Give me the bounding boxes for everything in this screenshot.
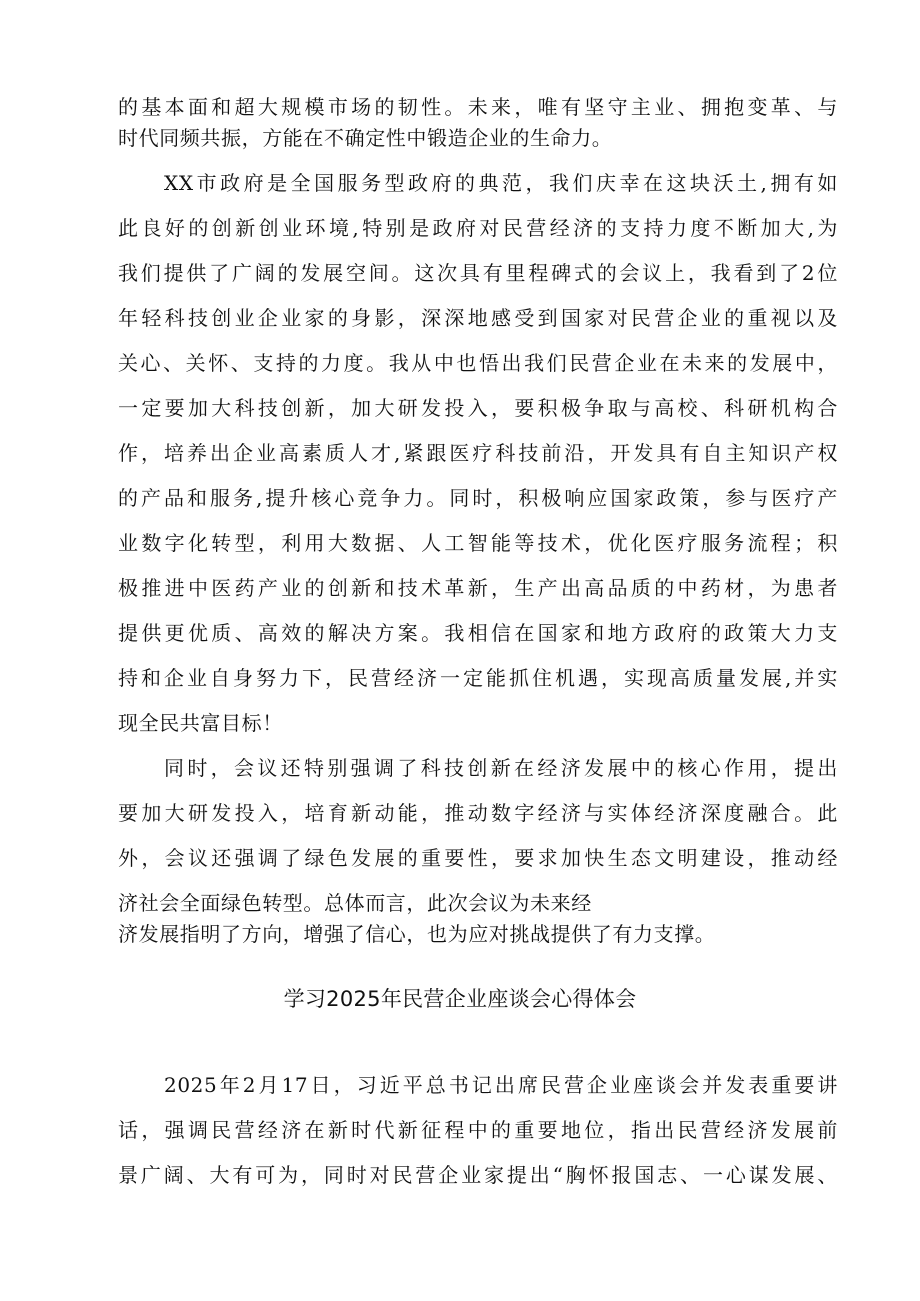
paragraph-line: 2025年2月17日，习近平总书记出席民营企业座谈会并发表重要讲 xyxy=(164,1073,838,1097)
paragraph-line: 关心、关怀、支持的力度。我从中也悟出我们民营企业在未来的发展中， xyxy=(118,351,838,375)
paragraph-line: 业数字化转型，利用大数据、人工智能等技术，优化医疗服务流程；积 xyxy=(118,531,838,555)
paragraph-line: 年轻科技创业企业家的身影，深深地感受到国家对民营企业的重视以及 xyxy=(118,306,838,330)
section-title: 学习2025年民营企业座谈会心得体会 xyxy=(283,987,637,1011)
paragraph-line: 外，会议还强调了绿色发展的重要性，要求加快生态文明建设，推动经 xyxy=(118,846,838,870)
paragraph-line: 景广阔、大有可为，同时对民营企业家提出“胸怀报国志、一心谋发展、 xyxy=(118,1163,838,1187)
paragraph-line: 我们提供了广阔的发展空间。这次具有里程碑式的会议上，我看到了2位 xyxy=(118,261,838,285)
paragraph-line: 的产品和服务,提升核心竞争力。同时，积极响应国家政策，参与医疗产 xyxy=(118,486,838,510)
paragraph-line: 同时，会议还特别强调了科技创新在经济发展中的核心作用，提出 xyxy=(164,756,838,780)
paragraph-line: 一定要加大科技创新，加大研发投入，要积极争取与高校、科研机构合 xyxy=(118,396,838,420)
paragraph-line: 提供更优质、高效的解决方案。我相信在国家和地方政府的政策大力支 xyxy=(118,621,838,645)
paragraph-line: XX市政府是全国服务型政府的典范，我们庆幸在这块沃土,拥有如 xyxy=(164,171,838,195)
paragraph-line: 时代同频共振，方能在不确定性中锻造企业的生命力。 xyxy=(118,126,613,150)
paragraph-line: 话，强调民营经济在新时代新征程中的重要地位，指出民营经济发展前 xyxy=(118,1118,838,1142)
paragraph-line: 持和企业自身努力下，民营经济一定能抓住机遇，实现高质量发展,并实 xyxy=(118,666,838,690)
paragraph-line: 此良好的创新创业环境,特别是政府对民营经济的支持力度不断加大,为 xyxy=(118,216,838,240)
paragraph-line: 济社会全面绿色转型。总体而言，此次会议为未来经 xyxy=(118,891,592,915)
paragraph-line: 作，培养出企业高素质人才,紧跟医疗科技前沿，开发具有自主知识产权 xyxy=(118,441,838,465)
paragraph-line: 要加大研发投入，培育新动能，推动数字经济与实体经济深度融合。此 xyxy=(118,801,838,825)
paragraph-line: 现全民共富目标！ xyxy=(118,711,283,735)
paragraph-line: 的基本面和超大规模市场的韧性。未来，唯有坚守主业、拥抱变革、与 xyxy=(118,95,838,119)
paragraph-line: 极推进中医药产业的创新和技术革新，生产出高品质的中药材，为患者 xyxy=(118,576,838,600)
paragraph-line: 济发展指明了方向，增强了信心，也为应对挑战提供了有力支撑。 xyxy=(118,922,716,946)
